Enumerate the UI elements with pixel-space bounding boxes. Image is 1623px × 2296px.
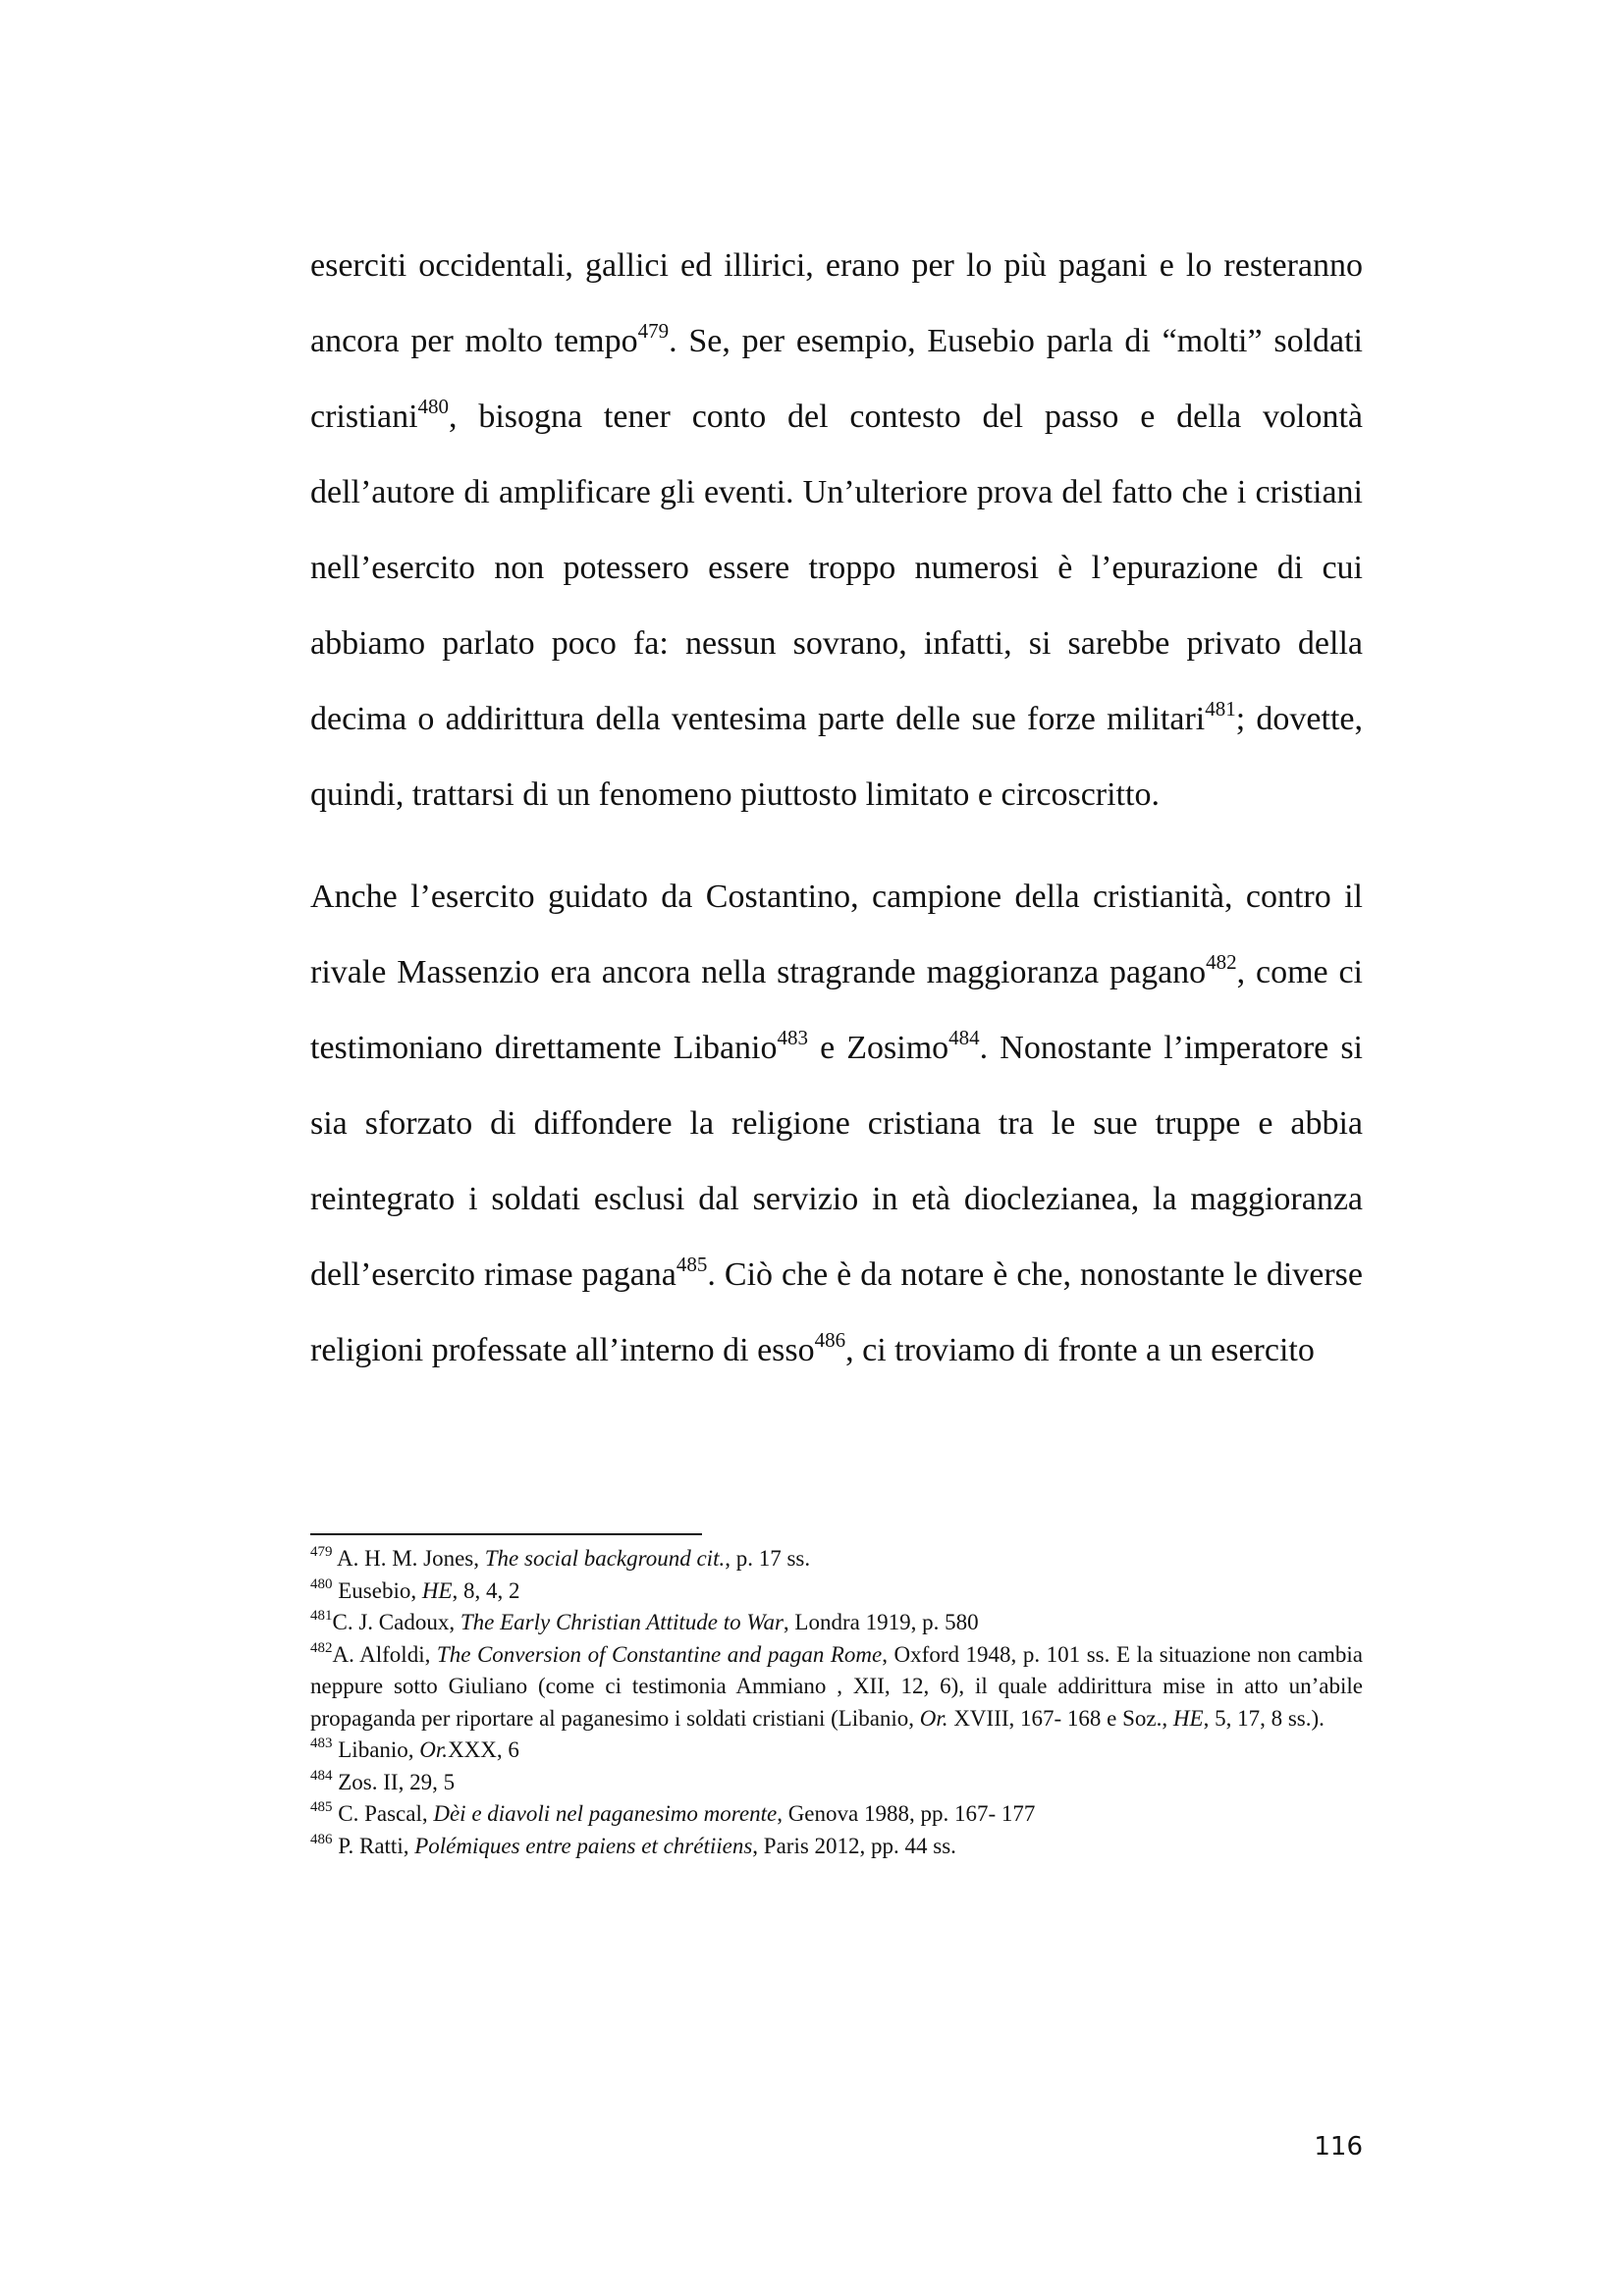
text-run: e Zosimo xyxy=(808,1030,949,1066)
footnote-ref: 482 xyxy=(1206,949,1237,974)
text-run: . Nonostante l’imperatore si sia sforzato di diffondere la religione cristiana tra le sue truppe e abbia reintegrato i soldati esclusi dal servizio in età dioclezianea, la maggioranza dell’esercito rimase pagana xyxy=(310,1030,1364,1293)
footnote-ref: 486 xyxy=(310,1831,333,1847)
footnotes xyxy=(310,1543,1363,1862)
footnote-ref: 485 xyxy=(676,1252,708,1276)
text-run: XVIII, 167- 168 e Soz., xyxy=(947,1705,1173,1731)
text-run: , ci troviamo di fronte a un esercito xyxy=(845,1332,1315,1368)
footnote-485 xyxy=(310,1798,1363,1831)
italic-text: The Conversion of Constantine and pagan Rome xyxy=(436,1641,883,1667)
text-run: A. Alfoldi, xyxy=(332,1641,437,1667)
footnote-483 xyxy=(310,1735,1363,1767)
footnote-ref: 481 xyxy=(1205,696,1236,721)
text-run: Zos. II, 29, 5 xyxy=(332,1769,456,1794)
text-run: . Se, per esempio, Eusebio parla di “molti” soldati cristiani xyxy=(310,323,1363,435)
text-run: , p. 17 ss. xyxy=(725,1546,811,1571)
footnote-separator xyxy=(310,1533,702,1535)
italic-text: HE xyxy=(1172,1705,1204,1731)
italic-text: HE xyxy=(421,1577,453,1603)
footnote-ref: 483 xyxy=(777,1025,808,1049)
body-text xyxy=(310,228,1363,1388)
text-run: , Paris 2012, pp. 44 ss. xyxy=(752,1833,956,1858)
text-run: . Ciò che è da notare è che, nonostante le diverse religioni professate all’interno di esso xyxy=(310,1256,1363,1368)
text-run: eserciti occidentali, gallici ed illirici, erano per lo più pagani e lo resteranno ancora per molto tempo xyxy=(310,247,1363,359)
text-run: , 8, 4, 2 xyxy=(452,1577,520,1603)
text-run: Libanio, xyxy=(332,1737,420,1762)
footnote-ref: 480 xyxy=(417,394,450,418)
text-run: C. J. Cadoux, xyxy=(332,1610,460,1634)
footnote-ref: 483 xyxy=(310,1735,333,1752)
text-run: , bisogna tener conto del contesto del passo e della volontà dell’autore di amplificare gli eventi. Un’ulteriore prova del fatto che i cristiani nell’esercito non potessero essere troppo numerosi è l’epurazione di cui abbiamo parlato poco fa: nessun sovrano, infatti, si sarebbe privato della decima o addirittura della ventesima parte delle sue forze militari xyxy=(310,399,1363,737)
page-number: 116 xyxy=(1314,2132,1363,2162)
italic-text: Polémiques entre paiens et chrétiiens xyxy=(414,1833,753,1858)
footnote-ref: 484 xyxy=(948,1025,980,1049)
footnote-480 xyxy=(310,1575,1363,1608)
footnote-479 xyxy=(310,1543,1363,1575)
text-run: , come ci testimoniano direttamente Libanio xyxy=(310,954,1364,1066)
footnote-ref: 481 xyxy=(310,1608,333,1625)
footnote-486 xyxy=(310,1831,1363,1863)
paragraph-1 xyxy=(310,228,1363,832)
footnote-ref: 479 xyxy=(637,318,670,343)
footnote-ref: 484 xyxy=(310,1767,333,1784)
text-run: Anche l’esercito guidato da Costantino, campione della cristianità, contro il rivale Massenzio era ancora nella stragrande maggioranza pagano xyxy=(310,879,1363,990)
italic-text: The social background cit. xyxy=(484,1546,726,1571)
text-run: , 5, 17, 8 ss.). xyxy=(1203,1705,1325,1731)
text-run: A. H. M. Jones, xyxy=(332,1546,485,1571)
footnote-ref: 482 xyxy=(310,1639,333,1656)
footnote-ref: 486 xyxy=(814,1327,846,1352)
text-run: , Londra 1919, p. 580 xyxy=(783,1610,979,1634)
italic-text: The Early Christian Attitude to War xyxy=(460,1610,784,1634)
text-run: C. Pascal, xyxy=(332,1801,434,1826)
text-run: XXX, 6 xyxy=(448,1737,519,1762)
footnote-484 xyxy=(310,1767,1363,1799)
footnote-481 xyxy=(310,1607,1363,1639)
italic-text: Dèi e diavoli nel paganesimo morente xyxy=(433,1801,778,1826)
text-run: , Genova 1988, pp. 167- 177 xyxy=(777,1801,1036,1826)
italic-text: Or. xyxy=(419,1737,449,1762)
text-run: P. Ratti, xyxy=(332,1833,415,1858)
footnote-ref: 480 xyxy=(310,1575,333,1592)
text-run: Eusebio, xyxy=(332,1577,422,1603)
text-run: ; dovette, quindi, trattarsi di un fenomeno piuttosto limitato e circoscritto. xyxy=(310,701,1363,813)
footnote-ref: 485 xyxy=(310,1799,333,1816)
paragraph-2 xyxy=(310,859,1363,1388)
italic-text: Or. xyxy=(919,1705,948,1731)
text-run: , Oxford 1948, p. 101 ss. E la situazione non cambia neppure sotto Giuliano (come ci testimonia Ammiano , XII, 12, 6), il quale addirittura mise in atto un’abile propaganda per riportare al paganesimo i soldati cristiani (Libanio, xyxy=(310,1641,1363,1731)
footnote-482 xyxy=(310,1639,1363,1735)
footnote-ref: 479 xyxy=(310,1544,333,1561)
